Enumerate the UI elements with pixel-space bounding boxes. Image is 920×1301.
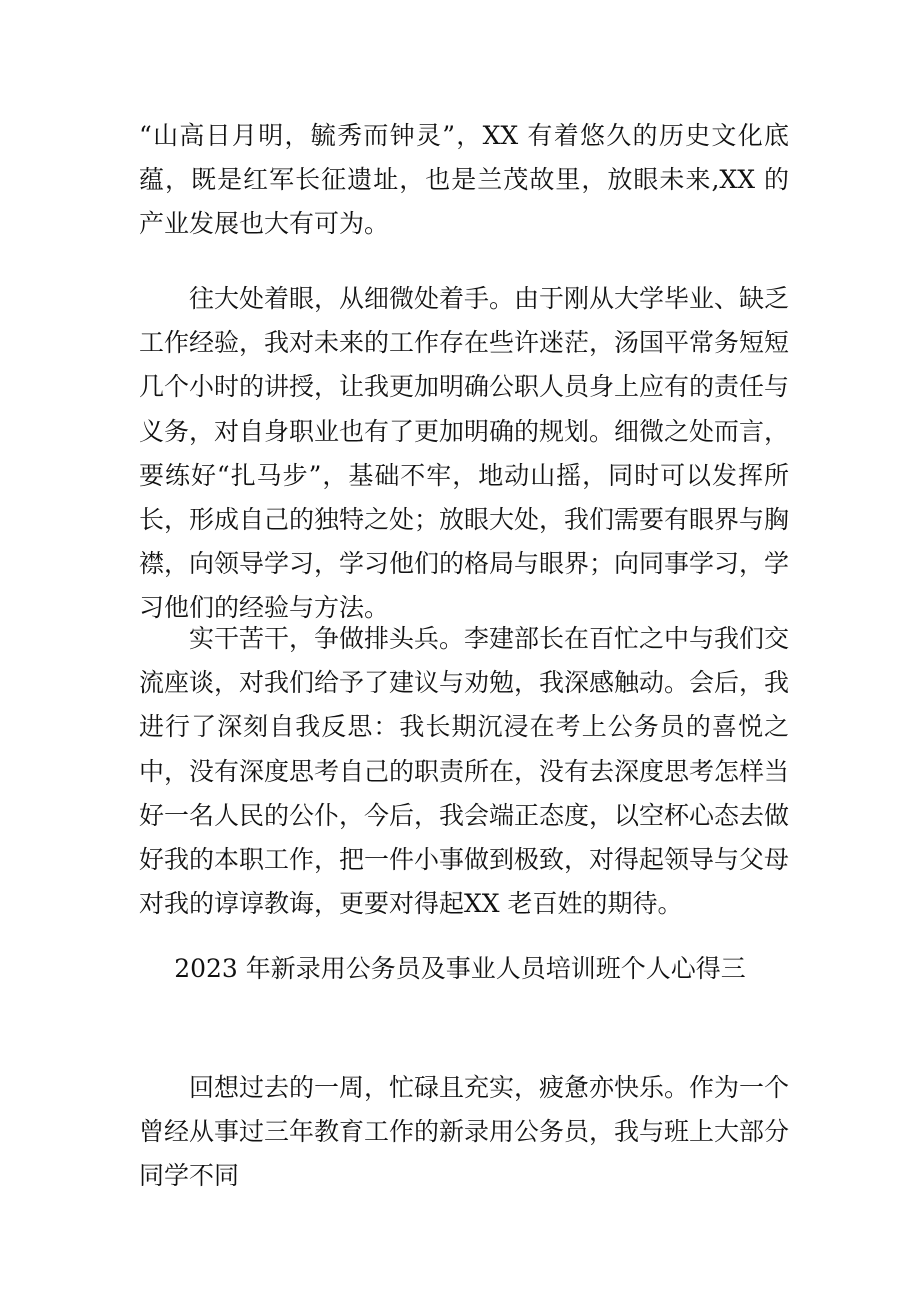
paragraph-reflection: 回想过去的一周，忙碌且充实，疲惫亦快乐。作为一个曾经从事过三年教育工作的新录用公务员，我与班上大部分同学不同	[139, 1073, 790, 1191]
section-title: 2023 年新录用公务员及事业人员培训班个人心得三	[174, 954, 746, 983]
paragraph-history: “山高日月明，毓秀而钟灵”，XX 有着悠久的历史文化底蕴，既是红军长征遗址，也是兰茂故里，放眼未来,XX 的产业发展也大有可为。	[139, 121, 789, 239]
paragraph-focus: 往大处着眼，从细微处着手。由于刚从大学毕业、缺乏工作经验，我对未来的工作存在些许迷茫，汤国平常务短短几个小时的讲授，让我更加明确公职人员身上应有的责任与义务，对自身职业也有了更加明确的规划。细微之处而言，要练好“扎马步”，基础不牢，地动山摇，同时可以发挥所长，形成自己的独特之处；放眼大处，我们需要有眼界与胸襟，向领导学习，学习他们的格局与眼界；向同事学习，学习他们的经验与方法。	[139, 284, 790, 623]
paragraph-hard-work: 实干苦干，争做排头兵。李建部长在百忙之中与我们交流座谈，对我们给予了建议与劝勉，我深感触动。会后，我进行了深刻自我反思：我长期沉浸在考上公务员的喜悦之中，没有深度思考自己的职责所在，没有去深度思考怎样当好一名人民的公仆，今后，我会端正态度，以空杯心态去做好我的本职工作，把一件小事做到极致，对得起领导与父母对我的谆谆教诲，更要对得起XX 老百姓的期待。	[139, 624, 790, 919]
